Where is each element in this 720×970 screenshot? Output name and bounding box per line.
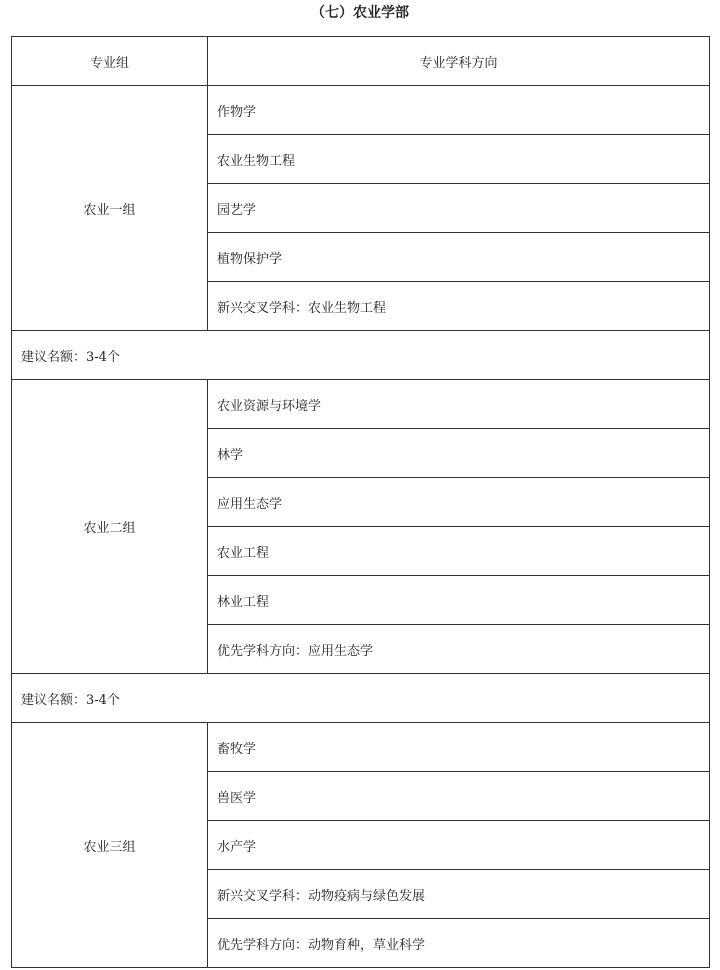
direction-cell: 优先学科方向：动物育种，草业科学	[208, 919, 710, 968]
direction-cell: 水产学	[208, 821, 710, 870]
direction-cell: 新兴交叉学科：动物疫病与绿色发展	[208, 870, 710, 919]
direction-cell: 作物学	[208, 86, 710, 135]
table-row	[12, 723, 710, 772]
group-name-cell: 农业三组	[12, 723, 208, 968]
direction-cell: 应用生态学	[208, 478, 710, 527]
header-group: 专业组	[12, 37, 208, 86]
direction-cell: 农业工程	[208, 527, 710, 576]
direction-cell: 林业工程	[208, 576, 710, 625]
header-direction: 专业学科方向	[208, 37, 710, 86]
table-header-row	[12, 37, 710, 86]
group-name-cell: 农业二组	[12, 380, 208, 674]
table-row	[12, 380, 710, 429]
direction-cell: 畜牧学	[208, 723, 710, 772]
quota-cell: 建议名额：3-4个	[12, 331, 710, 380]
group-name-cell: 农业一组	[12, 86, 208, 331]
table-row	[12, 86, 710, 135]
major-table	[11, 36, 710, 968]
direction-cell: 园艺学	[208, 184, 710, 233]
direction-cell: 新兴交叉学科：农业生物工程	[208, 282, 710, 331]
direction-cell: 农业生物工程	[208, 135, 710, 184]
direction-cell: 植物保护学	[208, 233, 710, 282]
quota-row	[12, 674, 710, 723]
direction-cell: 兽医学	[208, 772, 710, 821]
page-title: （七）农业学部	[311, 5, 409, 21]
direction-cell: 农业资源与环境学	[208, 380, 710, 429]
direction-cell: 优先学科方向：应用生态学	[208, 625, 710, 674]
quota-row	[12, 331, 710, 380]
quota-cell: 建议名额：3-4个	[12, 674, 710, 723]
direction-cell: 林学	[208, 429, 710, 478]
